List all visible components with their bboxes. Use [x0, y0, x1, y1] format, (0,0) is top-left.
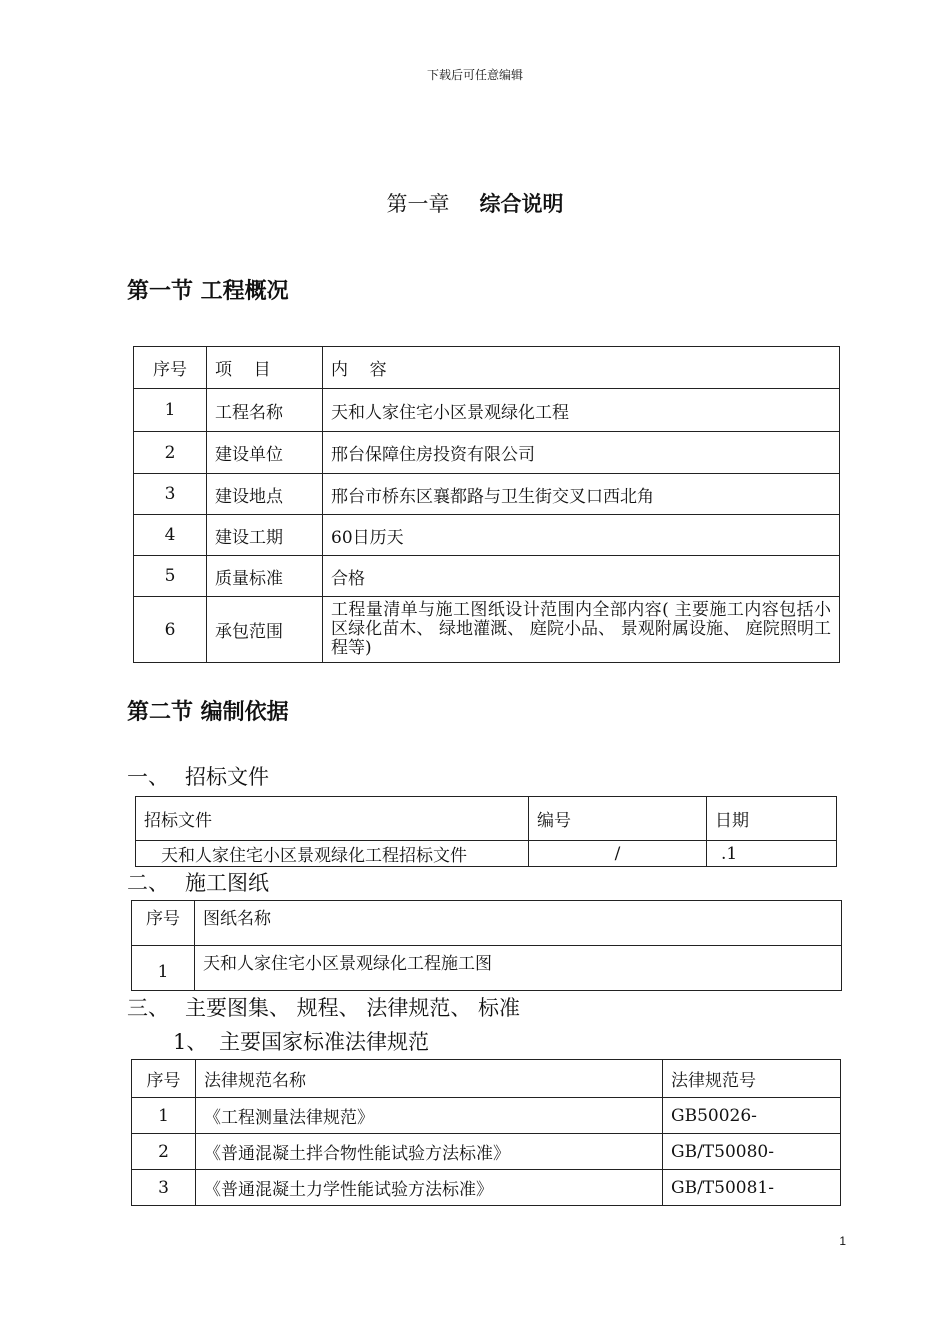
header-cell: 法律规范号 — [663, 1060, 841, 1098]
cell-date: .1 — [707, 841, 837, 867]
cell-item: 承包范围 — [207, 597, 323, 663]
header-cell: 图纸名称 — [195, 901, 842, 946]
cell-index: 3 — [134, 474, 207, 515]
header-cell: 编号 — [529, 797, 707, 841]
cell-standard-name: 《工程测量法律规范》 — [196, 1098, 663, 1134]
header-cell: 招标文件 — [136, 797, 529, 841]
cell-index: 2 — [132, 1134, 196, 1170]
header-cell: 项 目 — [207, 347, 323, 389]
subheading-title: 主要图集、 规程、 法律规范、 标准 — [185, 996, 521, 1020]
cell-drawing-name: 天和人家住宅小区景观绿化工程施工图 — [195, 946, 842, 991]
table-row — [132, 1098, 841, 1134]
cell-standard-code: GB/T50081- — [663, 1170, 841, 1206]
standards-table — [131, 1059, 841, 1206]
subheading-marker: 二、 — [127, 871, 169, 895]
header-cell: 法律规范名称 — [196, 1060, 663, 1098]
table-header-row — [132, 1060, 841, 1098]
page-number: 1 — [839, 1234, 846, 1248]
cell-standard-name: 《普通混凝土力学性能试验方法标准》 — [196, 1170, 663, 1206]
cell-item: 质量标准 — [207, 556, 323, 597]
table-row — [134, 474, 840, 515]
cell-index: 5 — [134, 556, 207, 597]
cell-index: 1 — [132, 1098, 196, 1134]
cell-content: 天和人家住宅小区景观绿化工程 — [323, 389, 840, 432]
header-cell: 序号 — [134, 347, 207, 389]
subheading-title: 主要国家标准法律规范 — [219, 1030, 429, 1054]
subheading-drawings — [127, 867, 269, 897]
table-row — [134, 515, 840, 556]
tender-documents-table — [135, 796, 837, 867]
table-row — [134, 556, 840, 597]
table-header-row — [132, 901, 842, 946]
header-cell: 日期 — [707, 797, 837, 841]
cell-index: 1 — [134, 389, 207, 432]
subheading-national-standards — [173, 1026, 429, 1056]
cell-index: 3 — [132, 1170, 196, 1206]
cell-standard-code: GB/T50080- — [663, 1134, 841, 1170]
table-row — [132, 1134, 841, 1170]
subheading-marker: 三、 — [127, 996, 169, 1020]
table-header-row — [134, 347, 840, 389]
cell-index: 4 — [134, 515, 207, 556]
subheading-standards — [127, 992, 520, 1022]
table-row — [134, 389, 840, 432]
chapter-name: 综合说明 — [479, 192, 564, 216]
cell-item: 建设地点 — [207, 474, 323, 515]
subheading-tender-documents — [127, 761, 269, 791]
header-note: 下载后可任意编辑 — [426, 68, 523, 82]
cell-standard-code: GB50026- — [663, 1098, 841, 1134]
cell-index: 6 — [134, 597, 207, 663]
table-row — [134, 432, 840, 474]
cell-content: 合格 — [323, 556, 840, 597]
table-row — [132, 1170, 841, 1206]
header-cell: 内 容 — [323, 347, 840, 389]
drawings-table — [131, 900, 842, 991]
cell-item: 建设单位 — [207, 432, 323, 474]
cell-standard-name: 《普通混凝土拌合物性能试验方法标准》 — [196, 1134, 663, 1170]
table-row — [134, 597, 840, 663]
header-cell: 序号 — [132, 901, 195, 946]
cell-index: 1 — [132, 946, 195, 991]
cell-item: 工程名称 — [207, 389, 323, 432]
chapter-number: 第一章 — [386, 192, 450, 216]
cell-content: 工程量清单与施工图纸设计范围内全部内容( 主要施工内容包括小区绿化苗木、 绿地灌溉、 庭院小品、 景观附属设施、 庭院照明工程等) — [323, 597, 840, 663]
table-row — [136, 841, 837, 867]
cell-item: 建设工期 — [207, 515, 323, 556]
cell-index: 2 — [134, 432, 207, 474]
table-header-row — [136, 797, 837, 841]
table-row — [132, 946, 842, 991]
subheading-title: 招标文件 — [185, 765, 269, 789]
subheading-title: 施工图纸 — [185, 871, 269, 895]
cell-content: 邢台保障住房投资有限公司 — [323, 432, 840, 474]
section-heading-basis: 第二节 编制依据 — [127, 700, 289, 725]
cell-content: 邢台市桥东区襄都路与卫生街交叉口西北角 — [323, 474, 840, 515]
subheading-marker: 1、 — [173, 1030, 208, 1054]
cell-document-name: 天和人家住宅小区景观绿化工程招标文件 — [136, 841, 529, 867]
subheading-marker: 一、 — [127, 765, 169, 789]
cell-number: / — [529, 841, 707, 867]
chapter-title — [0, 188, 950, 218]
overview-table — [133, 346, 840, 663]
section-heading-overview: 第一节 工程概况 — [127, 279, 289, 304]
cell-content: 60日历天 — [323, 515, 840, 556]
header-cell: 序号 — [132, 1060, 196, 1098]
